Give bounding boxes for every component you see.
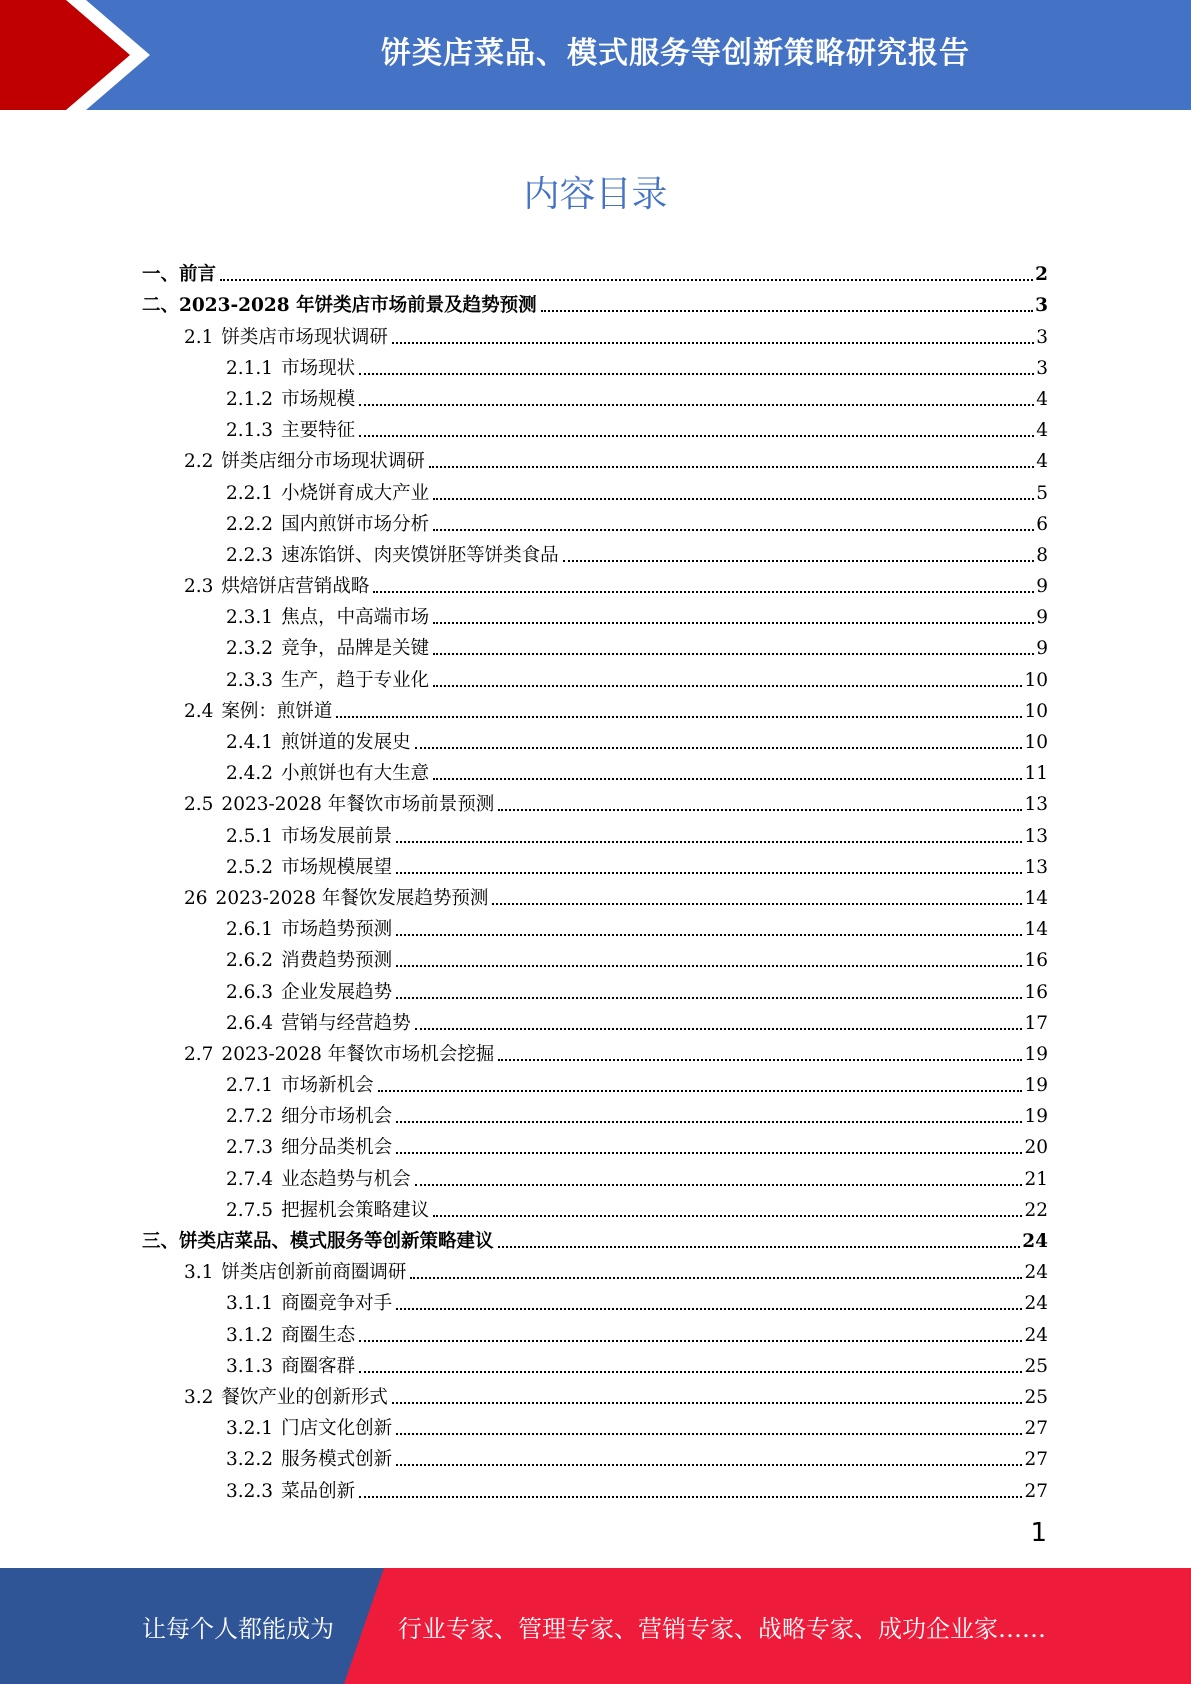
toc-entry-label: 细分市场机会 [281,1106,393,1128]
toc-entry-page: 24 [1022,1231,1048,1252]
toc-entry[interactable] [142,848,1048,879]
toc-dot-leader [373,591,1034,593]
toc-entry[interactable] [142,1378,1048,1409]
toc-entry-page: 16 [1024,981,1048,1003]
toc-entry-label: 2023-2028 年餐饮发展趋势预测 [215,887,489,909]
toc-entry-label: 烘焙饼店营销战略 [221,576,370,598]
toc-entry[interactable] [142,1347,1048,1378]
toc-entry-label: 小煎饼也有大生意 [281,763,430,785]
toc-entry-page: 9 [1036,576,1048,598]
toc-entry-number: 三、 [142,1231,180,1252]
toc-dot-leader [396,1121,1022,1123]
toc-dot-leader [392,1402,1023,1404]
toc-dot-leader [396,1308,1022,1310]
toc-entry-label: 市场趋势预测 [281,919,393,941]
toc-entry-page: 5 [1036,482,1048,504]
header-arrow-decoration [0,0,160,110]
toc-entry[interactable] [142,1284,1048,1315]
report-title: 饼类店菜品、模式服务等创新策略研究报告 [381,36,970,71]
toc-entry-label: 消费趋势预测 [281,950,393,972]
toc-entry-number: 二、 [142,295,180,317]
toc-entry-number: 2.3.3 [226,669,274,691]
toc-dot-leader [396,934,1022,936]
toc-dot-leader [359,373,1034,375]
toc-entry-page: 16 [1024,950,1048,972]
toc-entry[interactable] [142,598,1048,629]
toc-entry-number: 2.5.1 [226,825,274,847]
toc-dot-leader [498,1059,1022,1061]
toc-entry[interactable] [142,692,1048,723]
toc-entry-number: 3.2.1 [226,1418,274,1440]
toc-entry[interactable] [142,1191,1048,1222]
table-of-contents [142,255,1048,1503]
toc-dot-leader [433,622,1034,624]
toc-entry-page: 2 [1035,264,1048,286]
toc-entry-label: 企业发展趋势 [281,981,393,1003]
toc-entry[interactable] [142,1315,1048,1346]
toc-entry-page: 17 [1024,1012,1048,1034]
toc-entry-number: 2.3.1 [226,607,274,629]
toc-entry[interactable] [142,1440,1048,1471]
toc-entry-page: 27 [1024,1480,1048,1502]
toc-dot-leader [429,466,1034,468]
toc-entry[interactable] [142,1004,1048,1035]
toc-entry-page: 24 [1024,1324,1048,1346]
toc-dot-leader [396,1433,1022,1435]
toc-entry[interactable] [142,442,1048,473]
toc-dot-leader [392,342,1034,344]
toc-entry[interactable] [142,1409,1048,1440]
toc-entry-page: 10 [1024,700,1048,722]
toc-dot-leader [492,903,1022,905]
footer-slogan-left: 让每个人都能成为 [142,1614,334,1643]
toc-entry[interactable] [142,255,1048,286]
toc-dot-leader [433,498,1034,500]
toc-entry-label: 小烧饼育成大产业 [281,482,430,504]
toc-entry-label: 市场发展前景 [281,825,393,847]
toc-entry-page: 10 [1024,669,1048,691]
toc-dot-leader [433,653,1034,655]
toc-entry[interactable] [142,1128,1048,1159]
toc-entry[interactable] [142,349,1048,380]
toc-entry-label: 主要特征 [281,420,356,442]
toc-entry-page: 13 [1024,825,1048,847]
toc-dot-leader [433,778,1022,780]
toc-entry-label: 市场规模展望 [281,856,393,878]
toc-entry-number: 2.3 [184,576,214,598]
toc-dot-leader [415,1184,1023,1186]
toc-entry[interactable] [142,972,1048,1003]
toc-entry-label: 市场规模 [281,388,356,410]
toc-entry-label: 商圈生态 [281,1324,356,1346]
toc-entry[interactable] [142,1471,1048,1502]
toc-entry-label: 煎饼道的发展史 [281,732,411,753]
toc-dot-leader [359,1340,1022,1342]
toc-dot-leader [396,965,1022,967]
toc-entry-page: 11 [1024,763,1048,785]
toc-entry-label: 业态趋势与机会 [281,1168,411,1190]
toc-entry[interactable] [142,910,1048,941]
toc-entry-number: 2.1 [184,326,214,348]
toc-entry-number: 2.7.5 [226,1199,274,1221]
toc-entry-label: 生产，趋于专业化 [281,669,430,691]
toc-entry-label: 案例：煎饼道 [221,700,333,722]
page-header [0,0,1191,110]
toc-dot-leader [433,1215,1022,1217]
toc-entry-number: 2.4 [184,700,214,722]
toc-entry[interactable] [142,1097,1048,1128]
toc-dot-leader [396,1464,1022,1466]
toc-entry-number: 2.7 [184,1043,214,1065]
toc-entry-page: 14 [1024,919,1048,941]
toc-entry-number: 2.1.2 [226,388,274,410]
toc-entry[interactable] [142,536,1048,567]
toc-entry-number: 3.2.3 [226,1480,274,1502]
toc-dot-leader [396,872,1022,874]
toc-entry-number: 2.7.1 [226,1075,274,1097]
toc-entry[interactable] [142,816,1048,847]
page-number: 1 [1030,1518,1047,1548]
toc-entry-number: 3.1.1 [226,1293,274,1315]
toc-entry[interactable] [142,785,1048,816]
toc-entry-label: 细分品类机会 [281,1137,393,1159]
toc-entry-label: 焦点，中高端市场 [281,607,430,629]
toc-entry-page: 8 [1036,544,1048,566]
toc-dot-leader [498,1246,1021,1248]
toc-entry-label: 前言 [179,264,217,286]
toc-entry-label: 菜品创新 [281,1480,356,1502]
toc-dot-leader [359,1371,1022,1373]
toc-dot-leader [433,685,1022,687]
toc-dot-leader [415,747,1023,749]
toc-dot-leader [410,1277,1022,1279]
toc-entry[interactable] [142,286,1048,317]
toc-entry-label: 竞争，品牌是关键 [281,638,430,660]
toc-entry-number: 2.3.2 [226,638,274,660]
toc-entry-page: 20 [1024,1137,1048,1159]
toc-entry-page: 14 [1024,887,1048,909]
toc-entry[interactable] [142,1159,1048,1190]
toc-entry-number: 26 [184,887,208,909]
toc-entry-number: 2.4.2 [226,763,274,785]
toc-entry-label: 速冻馅饼、肉夹馍饼胚等饼类食品 [281,544,559,566]
toc-dot-leader [541,310,1034,312]
toc-entry-number: 2.2.3 [226,544,274,566]
toc-heading: 内容目录 [523,174,668,215]
toc-entry[interactable] [142,879,1048,910]
toc-entry-page: 19 [1024,1043,1048,1065]
toc-dot-leader [396,997,1022,999]
toc-entry-number: 3.2.2 [226,1449,274,1471]
toc-entry-page: 4 [1036,420,1048,442]
toc-entry-label: 服务模式创新 [281,1449,393,1471]
toc-dot-leader [415,1028,1023,1030]
toc-entry-label: 餐饮产业的创新形式 [221,1386,388,1408]
toc-dot-leader [433,529,1034,531]
page-footer [0,1568,1191,1684]
toc-entry[interactable] [142,723,1048,754]
toc-dot-leader [498,809,1022,811]
toc-entry-page: 4 [1036,388,1048,410]
toc-entry[interactable] [142,473,1048,504]
toc-entry-page: 19 [1024,1106,1048,1128]
toc-entry[interactable] [142,505,1048,536]
toc-entry-number: 2.7.4 [226,1168,274,1190]
toc-entry-label: 饼类店市场现状调研 [221,326,388,348]
toc-entry-number: 2.6.1 [226,919,274,941]
toc-entry[interactable] [142,1035,1048,1066]
toc-entry-page: 10 [1024,732,1048,753]
toc-entry-label: 把握机会策略建议 [281,1199,430,1221]
toc-dot-leader [396,1152,1022,1154]
toc-entry-number: 2.2.1 [226,482,274,504]
toc-entry-page: 3 [1035,295,1048,317]
toc-entry-page: 9 [1036,638,1048,660]
toc-entry-label: 饼类店菜品、模式服务等创新策略建议 [179,1231,494,1252]
toc-entry-page: 3 [1036,326,1048,348]
toc-entry-number: 2.1.3 [226,420,274,442]
toc-entry[interactable] [142,629,1048,660]
toc-entry-page: 9 [1036,607,1048,629]
toc-entry-page: 21 [1024,1168,1048,1190]
toc-entry[interactable] [142,317,1048,348]
toc-dot-leader [396,841,1022,843]
toc-entry-label: 2023-2028 年饼类店市场前景及趋势预测 [179,295,537,317]
toc-entry-number: 2.5.2 [226,856,274,878]
toc-entry[interactable] [142,380,1048,411]
toc-entry-page: 6 [1036,513,1048,535]
toc-entry[interactable] [142,1222,1048,1253]
toc-entry-label: 营销与经营趋势 [281,1012,411,1034]
toc-entry[interactable] [142,567,1048,598]
toc-entry-number: 2.4.1 [226,732,274,753]
toc-entry[interactable] [142,754,1048,785]
toc-entry-page: 13 [1024,856,1048,878]
toc-dot-leader [359,435,1034,437]
toc-entry-number: 3.1.2 [226,1324,274,1346]
toc-entry-number: 2.7.3 [226,1137,274,1159]
toc-entry[interactable] [142,660,1048,691]
toc-entry-page: 3 [1036,357,1048,379]
toc-entry-number: 2.1.1 [226,357,274,379]
toc-entry-page: 24 [1024,1293,1048,1315]
footer-slogan-right: 行业专家、管理专家、营销专家、战略专家、成功企业家…… [398,1614,1046,1643]
toc-entry[interactable] [142,411,1048,442]
toc-dot-leader [359,404,1034,406]
toc-entry[interactable] [142,1066,1048,1097]
toc-entry-page: 13 [1024,794,1048,816]
toc-entry-page: 22 [1024,1199,1048,1221]
toc-entry-number: 3.1.3 [226,1355,274,1377]
toc-entry[interactable] [142,941,1048,972]
toc-entry-number: 2.6.3 [226,981,274,1003]
toc-entry-label: 饼类店创新前商圈调研 [221,1262,407,1284]
toc-dot-leader [220,279,1033,281]
toc-entry-number: 2.5 [184,794,214,816]
toc-entry-label: 2023-2028 年餐饮市场机会挖掘 [221,1043,495,1065]
toc-entry-label: 国内煎饼市场分析 [281,513,430,535]
toc-entry-page: 25 [1024,1355,1048,1377]
toc-entry[interactable] [142,1253,1048,1284]
toc-entry-number: 2.2.2 [226,513,274,535]
toc-entry-label: 门店文化创新 [281,1418,393,1440]
toc-entry-label: 商圈竞争对手 [281,1293,393,1315]
toc-entry-page: 4 [1036,451,1048,473]
toc-entry-number: 3.1 [184,1262,214,1284]
toc-entry-label: 2023-2028 年餐饮市场前景预测 [221,794,495,816]
toc-entry-number: 2.6.4 [226,1012,274,1034]
toc-dot-leader [563,560,1035,562]
toc-entry-number: 2.6.2 [226,950,274,972]
toc-entry-page: 24 [1024,1262,1048,1284]
toc-entry-label: 市场新机会 [281,1075,374,1097]
toc-dot-leader [378,1090,1023,1092]
toc-entry-page: 27 [1024,1418,1048,1440]
toc-dot-leader [359,1496,1022,1498]
toc-entry-page: 19 [1024,1075,1048,1097]
toc-entry-label: 商圈客群 [281,1355,356,1377]
toc-entry-label: 市场现状 [281,357,356,379]
toc-entry-number: 3.2 [184,1386,214,1408]
toc-dot-leader [336,716,1022,718]
toc-entry-page: 25 [1024,1386,1048,1408]
toc-entry-label: 饼类店细分市场现状调研 [221,451,425,473]
toc-entry-number: 2.7.2 [226,1106,274,1128]
toc-entry-number: 一、 [142,264,180,286]
toc-entry-number: 2.2 [184,451,214,473]
toc-entry-page: 27 [1024,1449,1048,1471]
